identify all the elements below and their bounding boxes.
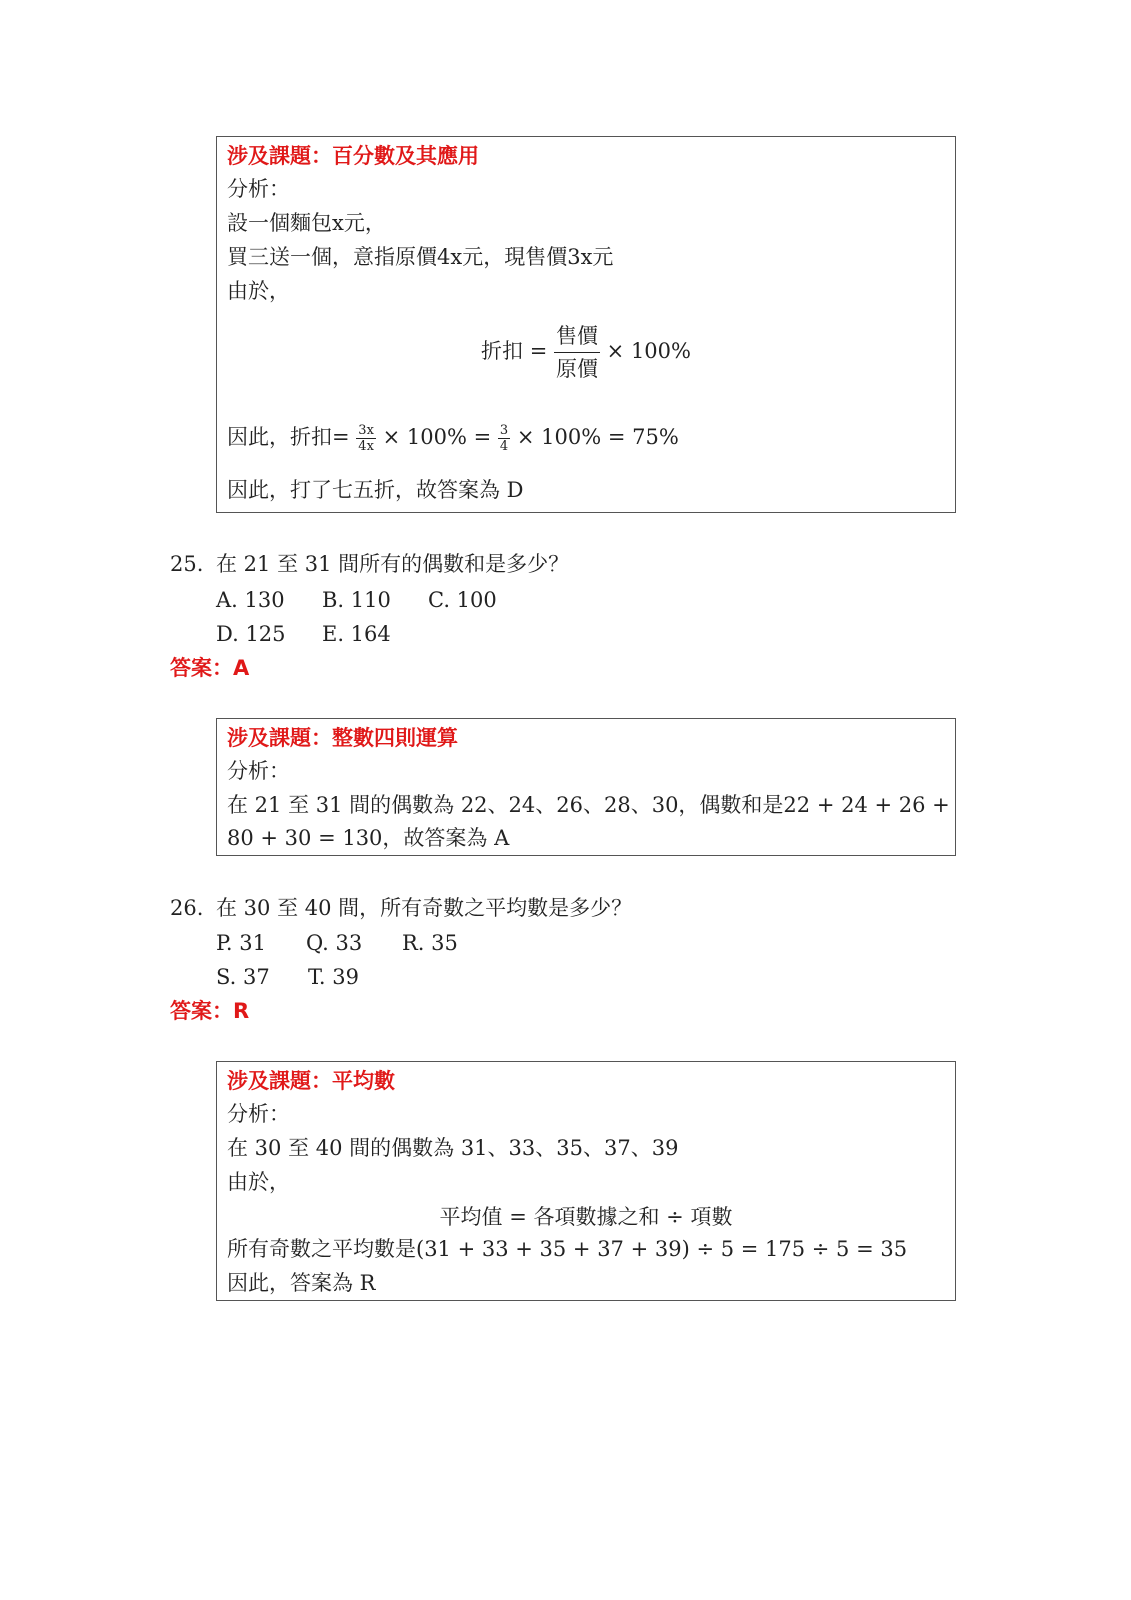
option-q: Q. 33 <box>306 931 363 955</box>
analysis-line: 所有奇數之平均數是(31 + 33 + 35 + 37 + 39) ÷ 5 = 175 ÷ 5 = 35 <box>227 1237 908 1261</box>
question-text: 在 30 至 40 間，所有奇數之平均數是多少？ <box>216 896 633 920</box>
question-number: 26. <box>170 896 204 920</box>
analysis-box-mean <box>216 1061 956 1301</box>
conclusion-line: 因此，答案為 R <box>227 1271 376 1295</box>
topic-heading: 涉及課題：百分數及其應用 <box>227 144 479 168</box>
calc-end: × 100% = 75% <box>516 425 679 449</box>
formula-fraction <box>554 320 600 385</box>
calc-fraction-2 <box>498 423 510 454</box>
analysis-box-percentage <box>216 136 956 513</box>
analysis-line: 買三送一個，意指原價4x元，現售價3x元 <box>227 245 614 269</box>
answer-label: 答案：R <box>170 999 250 1023</box>
analysis-line: 由於， <box>227 279 290 303</box>
option-c: C. 100 <box>428 588 497 612</box>
fraction-numerator: 3x <box>358 423 374 438</box>
option-d: D. 125 <box>216 622 286 646</box>
calc-fraction-1 <box>356 423 376 454</box>
analysis-box-arithmetic <box>216 718 956 856</box>
question-number: 25. <box>170 552 204 576</box>
analysis-line: 在 21 至 31 間的偶數為 22、24、26、28、30，偶數和是22 + 24 + 26 + <box>227 793 950 817</box>
fraction-denominator: 4 <box>499 439 509 454</box>
analysis-line: 80 + 30 = 130，故答案為 A <box>227 826 510 850</box>
answer-label: 答案：A <box>170 656 250 680</box>
discount-calculation <box>227 417 945 457</box>
option-s: S. 37 <box>216 965 270 989</box>
option-e: E. 164 <box>322 622 391 646</box>
conclusion-line: 因此，打了七五折，故答案為 D <box>227 478 524 502</box>
formula-rhs: × 100% <box>606 339 691 363</box>
fraction-numerator: 售價 <box>554 320 600 353</box>
analysis-line: 由於， <box>227 1170 290 1194</box>
option-r: R. 35 <box>402 931 458 955</box>
analysis-label: 分析： <box>227 1102 290 1126</box>
topic-heading: 涉及課題：整數四則運算 <box>227 726 458 750</box>
analysis-line: 在 30 至 40 間的偶數為 31、33、35、37、39 <box>227 1136 679 1160</box>
calc-mid: × 100% = <box>382 425 492 449</box>
analysis-label: 分析： <box>227 177 290 201</box>
fraction-denominator: 原價 <box>555 357 598 381</box>
fraction-denominator: 4x <box>358 439 374 454</box>
calc-prefix: 因此，折扣= <box>227 425 350 449</box>
analysis-line: 設一個麵包x元， <box>227 211 386 235</box>
option-p: P. 31 <box>216 931 266 955</box>
question-text: 在 21 至 31 間所有的偶數和是多少？ <box>216 552 570 576</box>
discount-formula <box>227 319 945 383</box>
option-a: A. 130 <box>216 588 285 612</box>
option-t: T. 39 <box>308 965 359 989</box>
fraction-numerator: 3 <box>499 423 509 438</box>
mean-formula: 平均值 = 各項數據之和 ÷ 項數 <box>439 1205 733 1229</box>
analysis-label: 分析： <box>227 759 290 783</box>
topic-heading: 涉及課題：平均數 <box>227 1069 395 1093</box>
formula-lhs: 折扣 = <box>481 339 548 363</box>
option-b: B. 110 <box>322 588 391 612</box>
